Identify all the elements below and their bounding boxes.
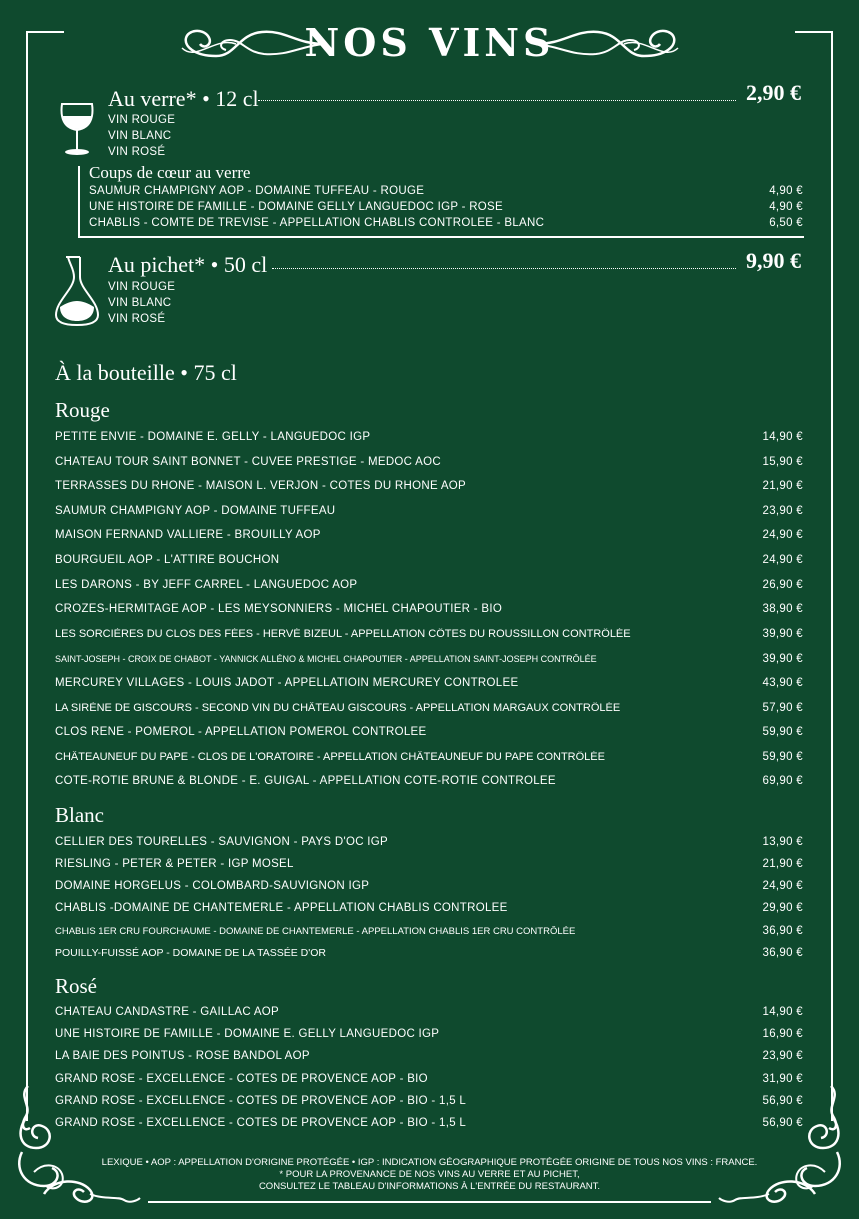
wine-name: BOURGUEIL AOP - L'ATTIRE BOUCHON — [55, 554, 280, 566]
frame-bottom — [148, 1201, 711, 1203]
list-item: VIN ROUGE — [108, 281, 176, 293]
wine-price: 24,90 € — [762, 554, 803, 566]
wine-price: 26,90 € — [762, 579, 803, 591]
coups-title: Coups de cœur au verre — [89, 163, 251, 182]
footer-line: LEXIQUE • AOP : APPELLATION D'ORIGINE PROTÉGÉE • IGP : INDICATION GÉOGRAPHIQUE PROTÉGÉE ORIGINE DE TOUS NOS VINS : FRANCE. — [101, 1157, 758, 1168]
table-row — [55, 878, 803, 894]
wine-name: SAUMUR CHAMPIGNY AOP - DOMAINE TUFFEAU - ROUGE — [89, 185, 425, 197]
wine-price: 21,90 € — [762, 858, 803, 870]
wine-name: CHABLIS -DOMAINE DE CHANTEMERLE - APPELLATION CHABLIS CONTRÔLÉE — [55, 902, 508, 914]
coups-bottom-bar — [78, 236, 804, 238]
wine-name: GRAND ROSÉ - EXCELLENCE - CÔTES DE PROVENCE AOP - BIO - 1,5 L — [55, 1117, 467, 1129]
verre-title: Au verre* • 12 cl — [108, 86, 259, 111]
wine-price: 38,90 € — [762, 603, 803, 615]
wine-name: CHABLIS - COMTE DE TRÉVISE - APPELLATION CHABLIS CONTRÔLÉE - BLANC — [89, 217, 545, 229]
wine-price: 59,90 € — [762, 726, 803, 738]
wine-price: 15,90 € — [762, 456, 803, 468]
wine-name: CLOS RENÉ - POMEROL - APPELLATION POMEROL CONTRÔLÉE — [55, 726, 427, 738]
wine-name: MERCUREY VILLAGES - LOUIS JADOT - APPELLATIOIN MERCUREY CONTRÔLÉE — [55, 677, 519, 689]
rose-title: Rosé — [55, 974, 97, 998]
wine-price: 56,90 € — [762, 1117, 803, 1129]
pichet-price: 9,90 € — [746, 248, 801, 273]
wine-name: POUILLY-FUISSÉ AOP - DOMAINE DE LA TASSÉE D'OR — [55, 947, 327, 959]
wine-price: 24,90 € — [762, 880, 803, 892]
table-row — [55, 478, 803, 494]
pichet-leader — [272, 268, 736, 269]
list-item: VIN BLANC — [108, 297, 172, 309]
wine-glass-icon — [58, 100, 96, 158]
wine-price: 36,90 € — [762, 947, 803, 959]
footer-line: * POUR LA PROVENANCE DE NOS VINS AU VERRE ET AU PICHET, — [279, 1169, 580, 1180]
table-row — [55, 834, 803, 850]
table-row — [55, 900, 803, 916]
wine-price: 13,90 € — [762, 836, 803, 848]
wine-name: UNE HISTOIRE DE FAMILLE - DOMAINE GELLY LANGUEDOC IGP - ROSÉ — [89, 201, 503, 213]
pichet-list — [108, 279, 175, 327]
wine-price: 43,90 € — [762, 677, 803, 689]
wine-price: 6,50 € — [769, 217, 803, 229]
table-row — [55, 1048, 803, 1064]
table-row — [55, 923, 803, 939]
page-title: NOS VINS — [304, 20, 555, 65]
frame-right — [831, 31, 833, 1121]
wine-name: GRAND ROSÉ - EXCELLENCE - CÔTES DE PROVENCE AOP - BIO — [55, 1073, 428, 1085]
table-row — [89, 183, 803, 199]
wine-name: GRAND ROSÉ - EXCELLENCE - CÔTES DE PROVENCE AOP - BIO - 1,5 L — [55, 1095, 467, 1107]
wine-price: 21,90 € — [762, 480, 803, 492]
wine-name: CHÂTEAU TOUR SAINT BONNET - CUVÉE PRESTIGE - MÉDOC AOC — [55, 456, 441, 468]
table-row — [55, 601, 803, 617]
wine-price: 24,90 € — [762, 529, 803, 541]
verre-leader — [258, 100, 736, 101]
table-row — [55, 1093, 803, 1109]
decanter-icon — [52, 255, 102, 327]
table-row — [55, 749, 803, 765]
table-row — [55, 1004, 803, 1020]
table-row — [55, 856, 803, 872]
coups-left-bar — [78, 166, 80, 238]
wine-price: 23,90 € — [762, 1050, 803, 1062]
pichet-title: Au pichet* • 50 cl — [108, 252, 268, 277]
wine-name: CHÂTEAUNEUF DU PAPE - CLOS DE L'ORATOIRE - APPELLATION CHÂTEAUNEUF DU PAPE CONTRÔLÉE — [55, 751, 605, 763]
list-item: VIN BLANC — [108, 130, 172, 142]
wine-price: 36,90 € — [762, 925, 803, 937]
wine-name: LES DARONS - BY JEFF CARREL - LANGUEDOC AOP — [55, 579, 358, 591]
wine-price: 39,90 € — [762, 653, 803, 665]
wine-name: PETITE ENVIE - DOMAINE É. GELLY - LANGUEDOC IGP — [55, 431, 371, 443]
wine-price: 69,90 € — [762, 775, 803, 787]
wine-name: CELLIER DES TOURELLES - SAUVIGNON - PAYS D'OC IGP — [55, 836, 389, 848]
table-row — [55, 1026, 803, 1042]
wine-price: 14,90 € — [762, 1006, 803, 1018]
table-row — [55, 577, 803, 593]
table-row — [55, 1115, 803, 1131]
table-row — [55, 552, 803, 568]
list-item: VIN ROSÉ — [108, 313, 166, 325]
verre-price: 2,90 € — [746, 80, 801, 105]
list-item: VIN ROUGE — [108, 114, 176, 126]
footer-legend — [0, 1157, 859, 1193]
wine-price: 4,90 € — [769, 201, 803, 213]
table-row — [55, 1071, 803, 1087]
frame-left — [26, 31, 28, 1121]
table-row — [55, 675, 803, 691]
wine-name: CROZES-HERMITAGE AOP - LES MEYSONNIERS - MICHEL CHAPOUTIER - BIO — [55, 603, 503, 615]
rouge-title: Rouge — [55, 398, 110, 422]
wine-name: DOMAINE HORGELUS - COLOMBARD-SAUVIGNON IGP — [55, 880, 370, 892]
wine-price: 59,90 € — [762, 751, 803, 763]
table-row — [55, 724, 803, 740]
wine-name: LA BAIE DES POINTUS - ROSÉ BANDOL AOP — [55, 1050, 310, 1062]
table-row — [55, 503, 803, 519]
wine-price: 56,90 € — [762, 1095, 803, 1107]
footer-line: CONSULTEZ LE TABLEAU D'INFORMATIONS À L'ENTRÉE DU RESTAURANT. — [258, 1181, 601, 1192]
wine-name: LA SIRÈNE DE GISCOURS - SECOND VIN DU CHÂTEAU GISCOURS - APPELLATION MARGAUX CONTRÔLÉE — [55, 702, 621, 714]
list-item: VIN ROSÉ — [108, 146, 166, 158]
table-row — [55, 454, 803, 470]
table-row — [55, 429, 803, 445]
table-row — [55, 945, 803, 961]
wine-price: 29,90 € — [762, 902, 803, 914]
wine-name: SAUMUR CHAMPIGNY AOP - DOMAINE TUFFEAU — [55, 505, 336, 517]
wine-name: RIESLING - PETER & PETER - IGP MOSEL — [55, 858, 294, 870]
wine-name: CÔTE-RÔTIE BRUNE & BLONDE - E. GUIGAL - APPELLATION CÔTE-RÔTIE CONTRÔLÉE — [55, 775, 556, 787]
table-row — [55, 527, 803, 543]
wine-name: MAISON FERNAND VALLIÈRE - BROUILLY AOP — [55, 529, 321, 541]
table-row — [89, 199, 803, 215]
wine-price: 57,90 € — [762, 702, 803, 714]
table-row — [55, 651, 803, 667]
wine-name: CHÂTEAU CANDASTRE - GAILLAC AOP — [55, 1006, 280, 1018]
wine-name: SAINT-JOSEPH - CROIX DE CHABOT - YANNICK ALLÉNO & MICHEL CHAPOUTIER - APPELLATION SAINT-JOSEPH CONTRÔLÉE — [55, 654, 597, 664]
wine-name: TERRASSES DU RHÔNE - MAISON L. VERJON - CÔTES DU RHÔNE AOP — [55, 480, 467, 492]
wine-name: CHABLIS 1ER CRU FOURCHAUME - DOMAINE DE CHANTEMERLE - APPELLATION CHABLIS 1ER CRU CONTRÔLÉE — [55, 925, 576, 937]
wine-name: LES SORCIÈRES DU CLOS DES FÉES - HERVÉ BIZEUL - APPELLATION CÔTES DU ROUSSILLON CONTRÔLÉE — [55, 628, 631, 640]
blanc-title: Blanc — [55, 803, 104, 827]
table-row — [55, 626, 803, 642]
table-row — [55, 773, 803, 789]
wine-price: 4,90 € — [769, 185, 803, 197]
wine-name: UNE HISTOIRE DE FAMILLE - DOMAINE É. GELLY LANGUEDOC IGP — [55, 1028, 440, 1040]
flourish-right — [534, 22, 684, 66]
wine-price: 39,90 € — [762, 628, 803, 640]
verre-list — [108, 112, 175, 160]
table-row — [55, 700, 803, 716]
table-row — [89, 215, 803, 231]
wine-price: 14,90 € — [762, 431, 803, 443]
title-area — [0, 12, 859, 72]
wine-price: 31,90 € — [762, 1073, 803, 1085]
wine-price: 23,90 € — [762, 505, 803, 517]
bouteille-title: À la bouteille • 75 cl — [55, 360, 237, 385]
wine-price: 16,90 € — [762, 1028, 803, 1040]
